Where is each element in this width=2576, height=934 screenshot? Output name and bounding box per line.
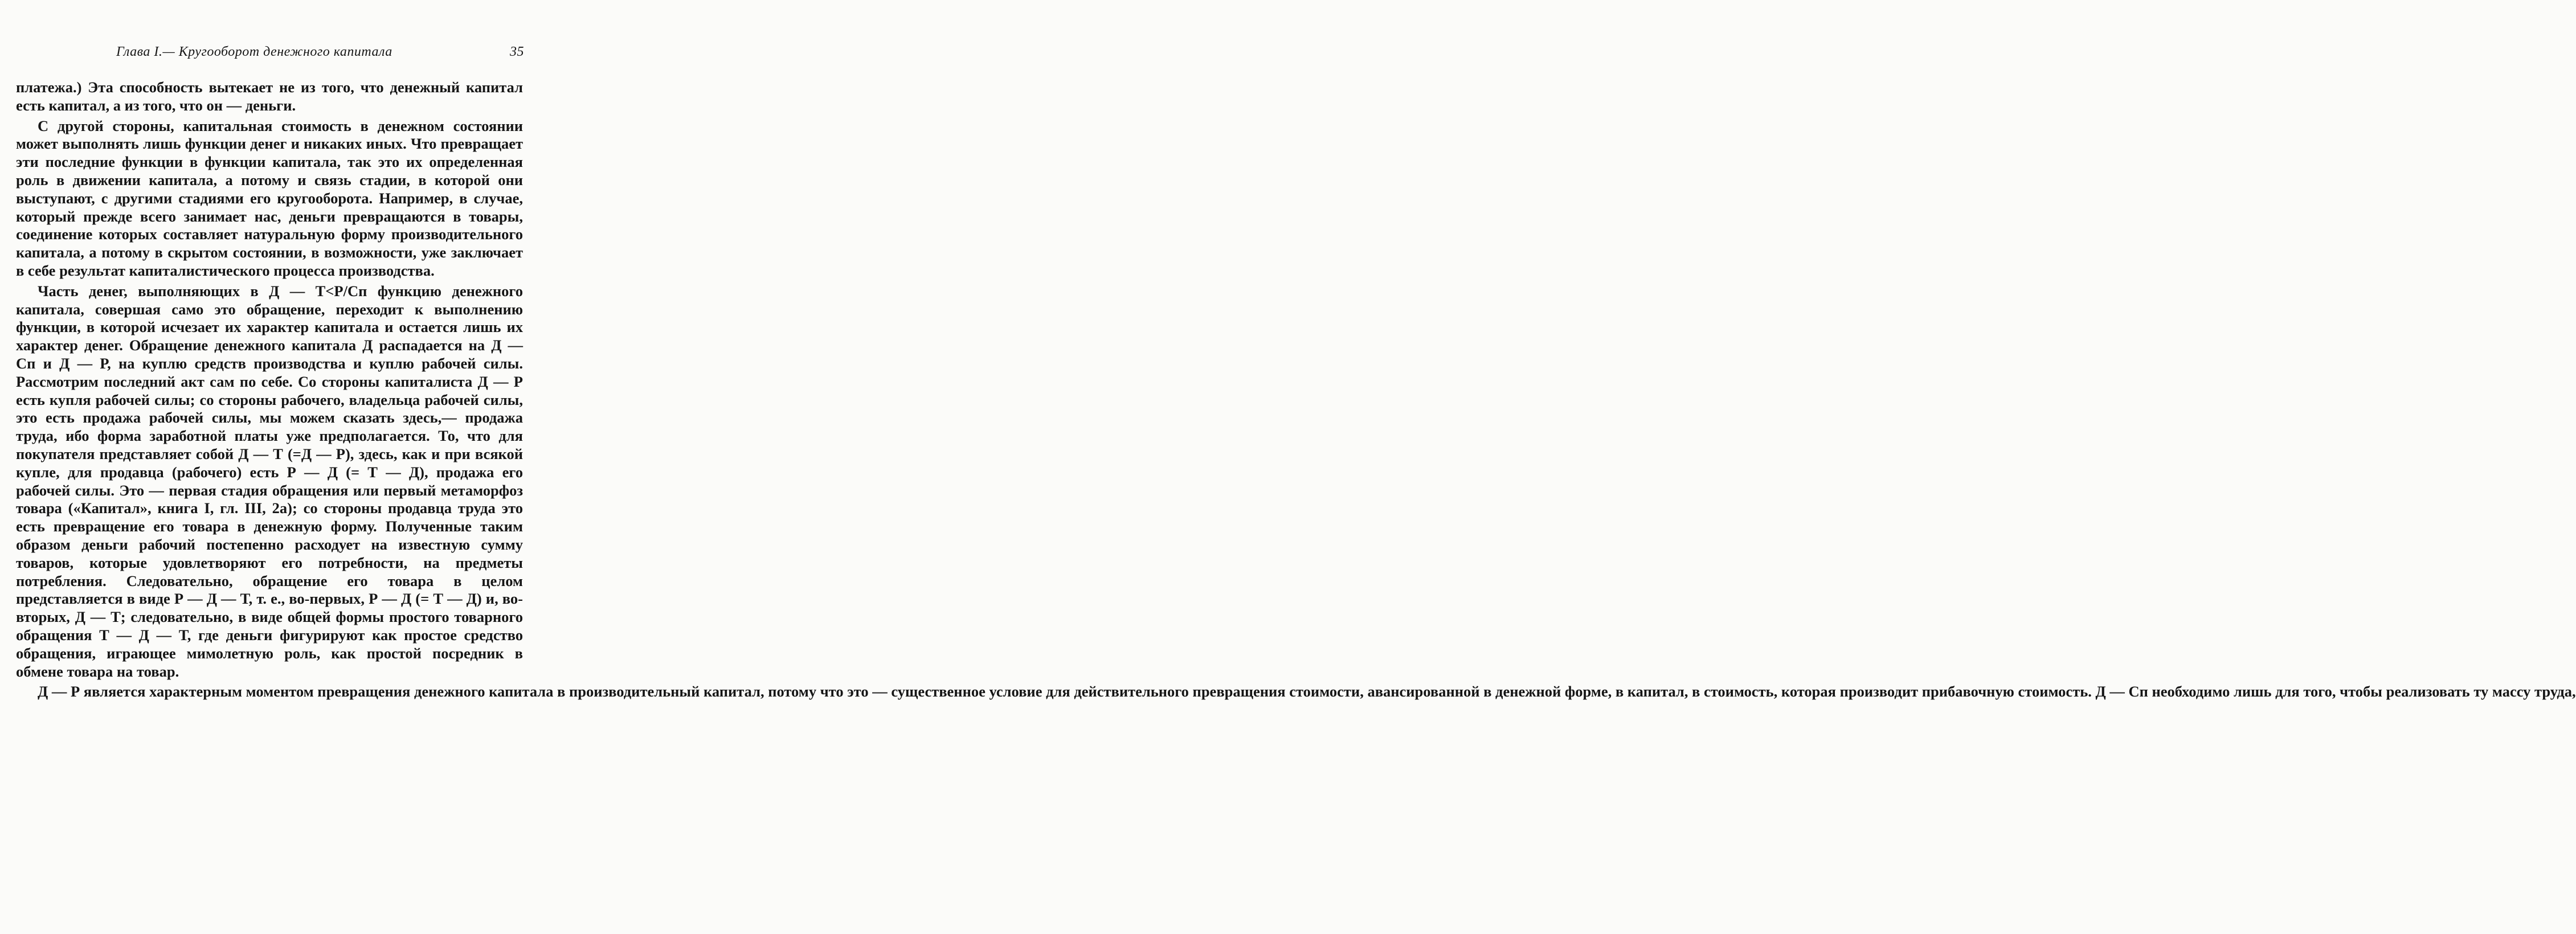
paragraph-1: платежа.) Эта способность вытекает не из того, что денежный капитал есть капитал, а из того, что он — деньги.	[16, 79, 523, 114]
paragraph-4: Д — Р является характерным моментом превращения денежного капитала в производительный капитал, потому что это — существенное условие для действительного превращения стоимости, авансированной в денежной форме, в капитал, в стоимость, которая производит прибавочную стоимость. Д — Сп необходимо лишь для того, чтобы реализовать ту массу труда,	[38, 683, 2576, 700]
page-header	[16, 41, 524, 64]
running-head: Глава I.— Кругооборот денежного капитала	[116, 44, 392, 59]
paragraph-2: С другой стороны, капитальная стоимость в денежном состоянии может выполнять лишь функции денег и никаких иных. Что превращает эти последние функции в функции капитала, так это их определенная роль в движении капитала, а потому и связь стадии, в которой они выступают, с другими стадиями его кругооборота. Например, в случае, который прежде всего занимает нас, деньги превращаются в товары, соединение которых составляет натуральную форму производительного капитала, а потому в скрытом состоянии, в возможности, уже заключает в себе результат капиталистического процесса производства.	[16, 117, 523, 279]
page-number: 35	[510, 44, 524, 59]
body-text	[16, 79, 2576, 701]
paragraph-3: Часть денег, выполняющих в Д — Т<P/Сп функцию денежного капитала, совершая само это обращение, переходит к выполнению функции, в которой исчезает их характер капитала и остается лишь их характер денег. Обращение денежного капитала Д распадается на Д — Сп и Д — Р, на куплю средств производства и куплю рабочей силы. Рассмотрим последний акт сам по себе. Со стороны капиталиста Д — Р есть купля рабочей силы; со стороны рабочего, владельца рабочей силы, это есть продажа рабочей силы, мы можем сказать здесь,— продажа труда, ибо форма заработной платы уже предполагается. То, что для покупателя представляет собой Д — Т (=Д — Р), здесь, как и при всякой купле, для продавца (рабочего) есть Р — Д (= Т — Д), продажа его рабочей силы. Это — первая стадия обращения или первый метаморфоз товара («Капитал», книга I, гл. III, 2а); со стороны продавца труда это есть превращение его товара в денежную форму. Полученные таким образом деньги рабочий постепенно расходует на известную сумму товаров, которые удовлетворяют его потребности, на предметы потребления. Следовательно, обращение его товара в целом представляется в виде Р — Д — Т, т. е., во-первых, Р — Д (= Т — Д) и, во-вторых, Д — Т; следовательно, в виде общей формы простого товарного обращения Т — Д — Т, где деньги фигурируют как простое средство обращения, играющее мимолетную роль, как простой посредник в обмене товара на товар.	[16, 282, 523, 680]
